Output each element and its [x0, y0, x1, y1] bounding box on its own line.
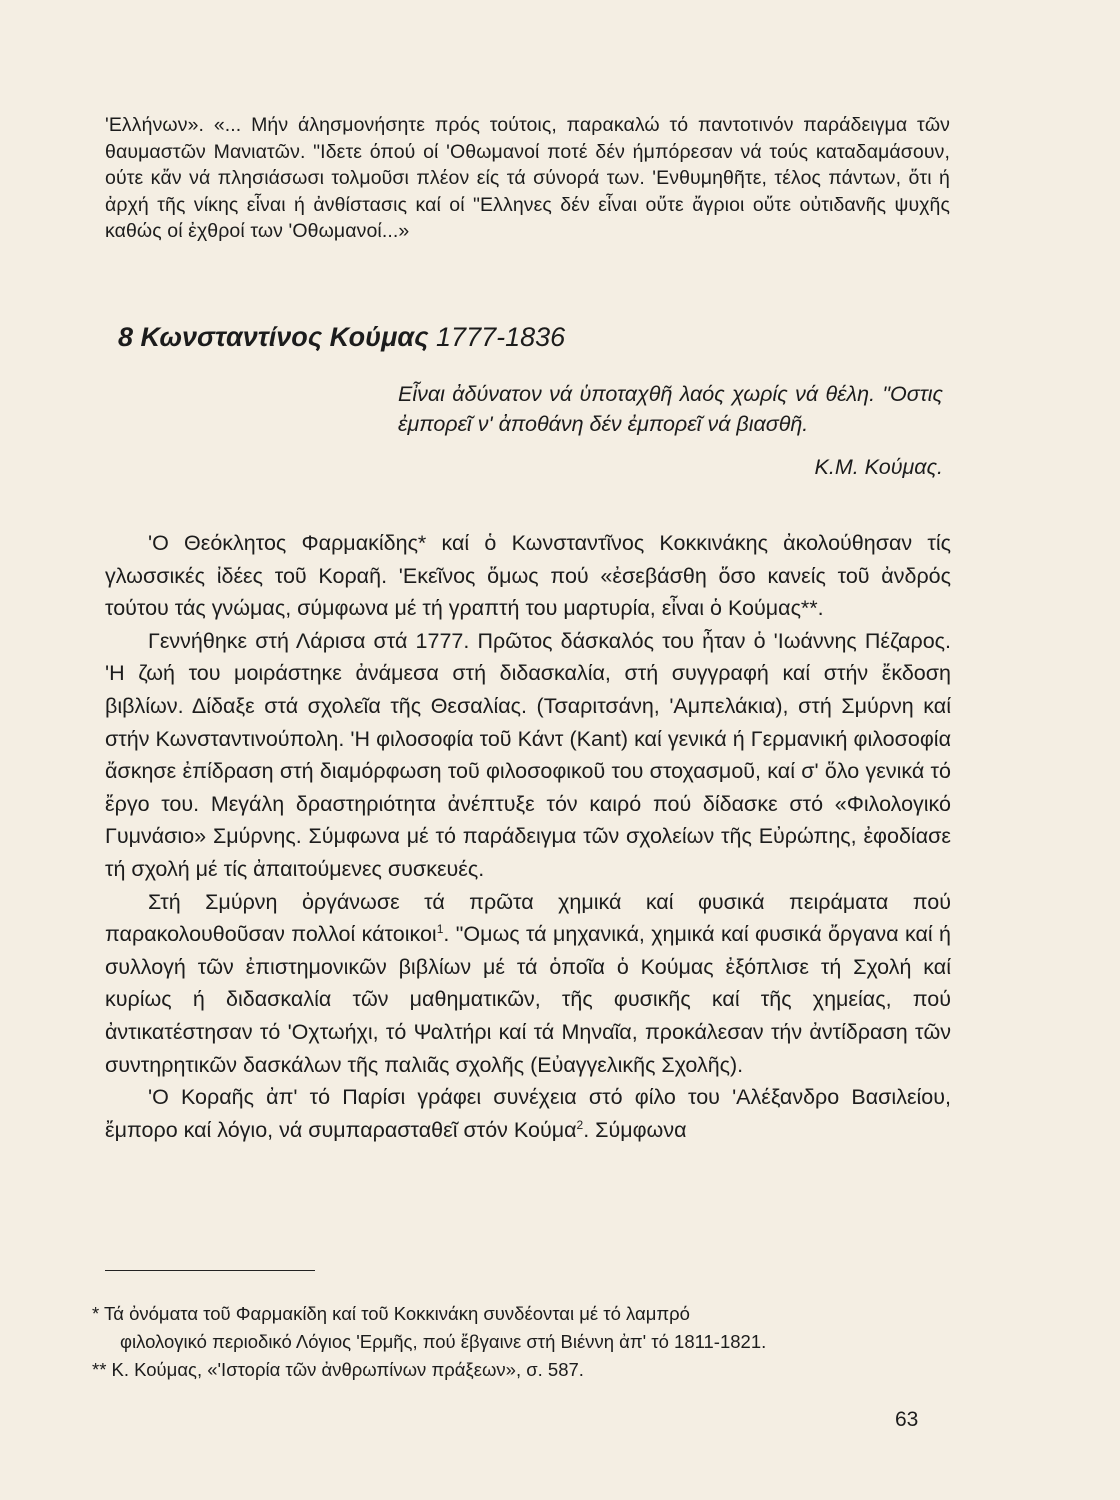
paragraph-3-end: . "Ομως τά μηχανικά, χημικά καί φυσικά ὄργανα καί ή συλλογή τῶν ἐπιστημονικῶν βιβλίων μέ τά ὁποῖα ὁ Κούμας ἐξόπλισε τή Σχολή καί κυρίως ή διδασκαλία τῶν μαθηματικῶν, τῆς φυσικῆς καί τῆς χημείας, πού ἀντικατέστησαν τό 'Οχτωήχι, τό Ψαλτήρι καί τά Μηναῖα, προκάλεσαν τήν ἀντίδραση τῶν συντηρητικῶν δασκάλων τῆς παλιᾶς σχολῆς (Εὐαγγελικῆς Σχολῆς).	[105, 922, 951, 1077]
section-title: 8 Κωνσταντίνος Κούμας	[118, 322, 429, 352]
page-number: 63	[895, 1408, 919, 1431]
footnote-1-line-2: φιλολογικό περιοδικό Λόγιος 'Ερμῆς, πού ἔβγαινε στή Βιέννη ἀπ' τό 1811-1821.	[120, 1331, 767, 1352]
paragraph-1: 'Ο Θεόκλητος Φαρμακίδης* καί ὁ Κωνσταντῖνος Κοκκινάκης ἀκολούθησαν τίς γλωσσικές ἰδέες τοῦ Κοραῆ. 'Εκεῖνος ὅμως πού «ἐσεβάσθη ὅσο κανείς τοῦ ἀνδρός τούτου τάς γνώμας, σύμφωνα μέ τή γραπτή του μαρτυρία, εἶναι ὁ Κούμας**.	[105, 531, 951, 621]
paragraph-3-start: Στή Σμύρνη ὀργάνωσε τά πρῶτα χημικά καί φυσικά πειράματα πού παρακολουθοῦσαν πολλοί κάτοικοι	[105, 889, 951, 947]
main-text	[105, 527, 951, 1146]
paragraph-4-end: . Σύμφωνα	[583, 1117, 687, 1142]
section-years: 1777-1836	[436, 322, 566, 352]
epigraph	[398, 380, 943, 483]
epigraph-text: Εἶναι ἀδύνατον νά ὑποταχθῆ λαός χωρίς νά θέλη. "Οστις ἐμπορεῖ ν' ἀποθάνη δέν ἐμπορεῖ νά βιασθῆ.	[398, 382, 943, 436]
footnote-ref-1: 1	[436, 921, 444, 936]
footnotes	[92, 1300, 947, 1384]
footnote-divider	[105, 1270, 315, 1271]
paragraph-4-start: 'Ο Κοραῆς ἀπ' τό Παρίσι γράφει συνέχεια στό φίλο του 'Αλέξανδρο Βασιλείου, ἔμπορο καί λόγιο, νά συμπαρασταθεῖ στόν Κούμα	[105, 1085, 951, 1142]
footnote-2: ** Κ. Κούμας, «'Ιστορία τῶν ἀνθρωπίνων πράξεων», σ. 587.	[92, 1359, 584, 1380]
epigraph-signature: Κ.Μ. Κούμας.	[814, 455, 943, 479]
paragraph-4	[105, 1081, 951, 1146]
footnote-1-line-1: * Τά ὀνόματα τοῦ Φαρμακίδη καί τοῦ Κοκκινάκη συνδέονται μέ τό λαμπρό	[92, 1303, 690, 1324]
section-heading	[118, 322, 958, 353]
paragraph-3	[105, 886, 951, 1082]
quote-continuation	[105, 112, 950, 245]
footnote-ref-2: 2	[576, 1117, 584, 1132]
quote-text: 'Ελλήνων». «... Μήν άλησμονήσητε πρός τούτοις, παρακαλώ τό παντοτινόν παράδειγμα τῶν θαυμαστῶν Μανιατῶν. "Ιδετε όπού οί 'Οθωμανοί ποτέ δέν ήμπόρεσαν νά τούς καταδαμάσουν, ούτε κἄν νά πλησιάσωσι τολμοῦσι πλέον είς τά σύνορά των. 'Ενθυμηθῆτε, τέλος πάντων, ὅτι ή ἀρχή τῆς νίκης εἶναι ή ἀνθίστασις καί οί "Ελληνες δέν εἶναι οὔτε ἄγριοι οὔτε οὐτιδανῆς ψυχῆς καθώς οί ἐχθροί των 'Οθωμανοί...»	[105, 114, 950, 242]
paragraph-2: Γεννήθηκε στή Λάρισα στά 1777. Πρῶτος δάσκαλός του ἦταν ὁ 'Ιωάννης Πέζαρος. 'Η ζωή του μοιράστηκε ἀνάμεσα στή διδασκαλία, στή συγγραφή καί στήν ἔκδοση βιβλίων. Δίδαξε στά σχολεῖα τῆς Θεσαλίας. (Τσαριτσάνη, 'Αμπελάκια), στή Σμύρνη καί στήν Κωνσταντινούπολη. 'Η φιλοσοφία τοῦ Κάντ (Kant) καί γενικά ή Γερμανική φιλοσοφία ἄσκησε ἐπίδραση στή διαμόρφωση τοῦ φιλοσοφικοῦ του στοχασμοῦ, καί σ' ὅλο γενικά τό ἔργο του. Μεγάλη δραστηριότητα ἀνέπτυξε τόν καιρό πού δίδασκε στό «Φιλολογικό Γυμνάσιο» Σμύρνης. Σύμφωνα μέ τό παράδειγμα τῶν σχολείων τῆς Εὐρώπης, ἐφοδίασε τή σχολή μέ τίς ἀπαιτούμενες συσκευές.	[105, 628, 951, 881]
